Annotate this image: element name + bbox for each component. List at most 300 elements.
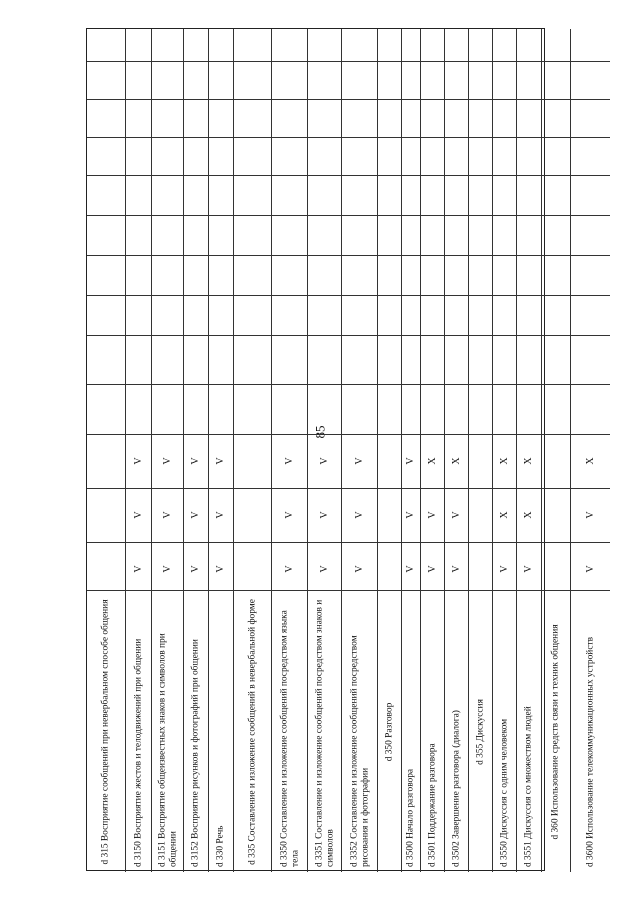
row-label-cell bbox=[152, 590, 183, 872]
grid-line bbox=[378, 295, 401, 296]
mark-symbol: V bbox=[132, 564, 144, 573]
mark-cell bbox=[308, 488, 341, 540]
mark-symbol: V bbox=[283, 564, 295, 573]
grid-line bbox=[493, 255, 516, 256]
row-label-cell bbox=[272, 590, 307, 872]
grid-line bbox=[571, 255, 610, 256]
grid-line bbox=[402, 295, 420, 296]
grid-line bbox=[378, 137, 401, 138]
grid-line bbox=[87, 255, 125, 256]
grid-line bbox=[542, 215, 570, 216]
mark-cell bbox=[342, 488, 377, 540]
mark-symbol: V bbox=[132, 456, 144, 465]
grid-line bbox=[445, 295, 468, 296]
mark-cell bbox=[493, 542, 516, 594]
mark-cell bbox=[571, 434, 610, 486]
row-label: d 3352 Составление и изложение сообщений посредством рисования и фотографии bbox=[348, 634, 370, 867]
grid-line bbox=[378, 99, 401, 100]
mark-cell bbox=[272, 488, 307, 540]
grid-line bbox=[87, 295, 125, 296]
grid-line bbox=[272, 137, 307, 138]
mark-symbol: V bbox=[283, 510, 295, 519]
grid-line bbox=[542, 137, 570, 138]
grid-line bbox=[308, 61, 341, 62]
row-label-cell bbox=[87, 590, 125, 872]
grid-line bbox=[272, 335, 307, 336]
grid-line bbox=[517, 137, 541, 138]
mark-cell bbox=[542, 542, 570, 594]
grid-line bbox=[342, 99, 377, 100]
grid-line bbox=[469, 137, 492, 138]
table-row bbox=[126, 29, 152, 872]
row-label: d 3350 Составление и изложение сообщений посредством языка тела bbox=[278, 609, 300, 867]
grid-line bbox=[184, 295, 208, 296]
grid-line bbox=[445, 255, 468, 256]
mark-cell bbox=[378, 488, 401, 540]
grid-line bbox=[87, 61, 125, 62]
mark-cell bbox=[342, 542, 377, 594]
table-row bbox=[421, 29, 445, 872]
grid-line bbox=[493, 61, 516, 62]
row-label-cell bbox=[342, 590, 377, 872]
row-label: d 315 Восприятие сообщений при невербальном способе общения bbox=[100, 598, 111, 865]
mark-cell bbox=[308, 542, 341, 594]
grid-line bbox=[493, 384, 516, 385]
row-label-cell bbox=[378, 590, 401, 872]
mark-cell bbox=[571, 542, 610, 594]
row-label: d 335 Составление и изложение сообщений в невербальной форме bbox=[247, 598, 258, 865]
grid-line bbox=[342, 255, 377, 256]
mark-cell bbox=[152, 434, 183, 486]
mark-cell bbox=[469, 434, 492, 486]
grid-line bbox=[126, 255, 151, 256]
mark-symbol: X bbox=[498, 510, 510, 519]
mark-cell bbox=[272, 434, 307, 486]
row-label-cell bbox=[209, 590, 233, 872]
mark-cell bbox=[517, 542, 541, 594]
row-label: d 3151 Восприятие общеизвестных знаков и символов при общении bbox=[156, 632, 178, 867]
mark-cell bbox=[469, 488, 492, 540]
grid-line bbox=[469, 335, 492, 336]
grid-line bbox=[308, 295, 341, 296]
mark-symbol: V bbox=[283, 456, 295, 465]
grid-line bbox=[469, 215, 492, 216]
grid-line bbox=[469, 384, 492, 385]
table-row bbox=[152, 29, 184, 872]
grid-line bbox=[445, 215, 468, 216]
grid-line bbox=[209, 215, 233, 216]
grid-line bbox=[378, 384, 401, 385]
grid-line bbox=[126, 335, 151, 336]
grid-line bbox=[308, 99, 341, 100]
grid-line bbox=[308, 384, 341, 385]
assessment-table bbox=[86, 28, 596, 871]
grid-line bbox=[184, 335, 208, 336]
grid-line bbox=[152, 295, 183, 296]
grid-line bbox=[272, 99, 307, 100]
grid-line bbox=[421, 137, 444, 138]
grid-line bbox=[378, 255, 401, 256]
grid-line bbox=[469, 295, 492, 296]
grid-line bbox=[234, 175, 271, 176]
mark-cell bbox=[234, 542, 271, 594]
mark-cell bbox=[87, 488, 125, 540]
grid-line bbox=[493, 215, 516, 216]
table-row bbox=[571, 29, 610, 872]
mark-symbol: V bbox=[318, 456, 330, 465]
table-section-row bbox=[234, 29, 272, 872]
mark-symbol: V bbox=[405, 510, 416, 519]
table-section-row bbox=[469, 29, 493, 872]
grid-line bbox=[87, 384, 125, 385]
grid-line bbox=[234, 295, 271, 296]
mark-cell bbox=[308, 434, 341, 486]
grid-line bbox=[571, 384, 610, 385]
mark-cell bbox=[184, 488, 208, 540]
mark-symbol: V bbox=[318, 564, 330, 573]
row-label-cell bbox=[445, 590, 468, 872]
grid-line bbox=[542, 384, 570, 385]
mark-cell bbox=[184, 542, 208, 594]
grid-line bbox=[571, 295, 610, 296]
grid-line bbox=[402, 255, 420, 256]
grid-line bbox=[517, 295, 541, 296]
mark-cell bbox=[378, 434, 401, 486]
row-label: d 360 Использование средств связи и техник общения bbox=[550, 623, 561, 840]
table-section-row bbox=[542, 29, 571, 872]
row-label: d 3150 Восприятие жестов и телодвижений при общении bbox=[133, 638, 144, 867]
grid-line bbox=[542, 61, 570, 62]
row-label-cell bbox=[517, 590, 541, 872]
mark-symbol: V bbox=[353, 456, 365, 465]
row-label: d 3152 Восприятие рисунков и фотографий при общении bbox=[190, 638, 201, 867]
grid-line bbox=[421, 295, 444, 296]
grid-line bbox=[184, 137, 208, 138]
grid-line bbox=[378, 175, 401, 176]
mark-symbol: V bbox=[405, 456, 416, 465]
grid-line bbox=[517, 335, 541, 336]
grid-line bbox=[184, 255, 208, 256]
mark-cell bbox=[542, 434, 570, 486]
mark-cell bbox=[421, 488, 444, 540]
grid-line bbox=[152, 335, 183, 336]
mark-symbol: X bbox=[584, 456, 596, 465]
row-label-cell bbox=[126, 590, 151, 872]
mark-cell bbox=[152, 542, 183, 594]
grid-line bbox=[209, 335, 233, 336]
grid-line bbox=[402, 137, 420, 138]
mark-symbol: V bbox=[523, 564, 534, 573]
grid-line bbox=[571, 335, 610, 336]
grid-line bbox=[87, 175, 125, 176]
mark-cell bbox=[469, 542, 492, 594]
grid-line bbox=[209, 99, 233, 100]
grid-line bbox=[542, 335, 570, 336]
grid-line bbox=[272, 255, 307, 256]
mark-symbol: V bbox=[215, 510, 226, 519]
grid-line bbox=[421, 175, 444, 176]
grid-line bbox=[209, 137, 233, 138]
grid-line bbox=[209, 61, 233, 62]
row-label-cell bbox=[402, 590, 420, 872]
mark-cell bbox=[209, 542, 233, 594]
grid-line bbox=[571, 175, 610, 176]
grid-line bbox=[517, 99, 541, 100]
grid-line bbox=[493, 99, 516, 100]
mark-symbol: V bbox=[353, 510, 365, 519]
grid-line bbox=[517, 215, 541, 216]
table-row bbox=[184, 29, 209, 872]
mark-cell bbox=[87, 434, 125, 486]
grid-line bbox=[152, 255, 183, 256]
mark-symbol: V bbox=[584, 510, 596, 519]
grid-line bbox=[469, 255, 492, 256]
table-row bbox=[342, 29, 378, 872]
mark-symbol: X bbox=[426, 456, 438, 465]
grid-line bbox=[342, 335, 377, 336]
row-label: d 330 Речь bbox=[215, 825, 226, 867]
grid-line bbox=[445, 384, 468, 385]
grid-line bbox=[542, 175, 570, 176]
mark-cell bbox=[517, 434, 541, 486]
grid-line bbox=[402, 384, 420, 385]
grid-line bbox=[234, 384, 271, 385]
grid-line bbox=[126, 175, 151, 176]
mark-cell bbox=[542, 488, 570, 540]
row-label: d 3600 Использование телекоммуникационных устройств bbox=[585, 636, 596, 867]
grid-line bbox=[421, 61, 444, 62]
grid-line bbox=[126, 384, 151, 385]
grid-line bbox=[184, 61, 208, 62]
mark-cell bbox=[234, 434, 271, 486]
grid-line bbox=[445, 99, 468, 100]
grid-line bbox=[126, 215, 151, 216]
mark-cell bbox=[126, 434, 151, 486]
grid-line bbox=[272, 175, 307, 176]
grid-line bbox=[87, 335, 125, 336]
mark-symbol: V bbox=[132, 510, 144, 519]
grid-line bbox=[342, 175, 377, 176]
page-number: 85 bbox=[312, 425, 327, 439]
grid-line bbox=[445, 61, 468, 62]
grid-line bbox=[272, 61, 307, 62]
grid-line bbox=[571, 215, 610, 216]
mark-symbol: X bbox=[450, 456, 462, 465]
row-label: d 355 Дискуссия bbox=[475, 698, 486, 765]
row-label-cell bbox=[571, 590, 610, 872]
mark-cell bbox=[209, 488, 233, 540]
grid-line bbox=[402, 175, 420, 176]
table-row bbox=[445, 29, 469, 872]
table-row bbox=[272, 29, 308, 872]
table-row bbox=[517, 29, 542, 872]
grid-line bbox=[184, 384, 208, 385]
grid-line bbox=[571, 61, 610, 62]
row-label: d 3351 Составление и изложение сообщений посредством знаков и символов bbox=[313, 599, 335, 867]
mark-cell bbox=[126, 488, 151, 540]
grid-line bbox=[469, 175, 492, 176]
grid-line bbox=[184, 175, 208, 176]
mark-cell bbox=[402, 434, 420, 486]
mark-cell bbox=[493, 488, 516, 540]
grid-line bbox=[209, 175, 233, 176]
grid-line bbox=[421, 255, 444, 256]
grid-line bbox=[126, 99, 151, 100]
mark-symbol: V bbox=[584, 564, 596, 573]
grid-line bbox=[184, 99, 208, 100]
grid-line bbox=[402, 335, 420, 336]
grid-line bbox=[342, 61, 377, 62]
grid-line bbox=[152, 215, 183, 216]
grid-line bbox=[402, 99, 420, 100]
grid-line bbox=[209, 295, 233, 296]
mark-cell bbox=[209, 434, 233, 486]
table-row bbox=[209, 29, 234, 872]
grid-line bbox=[493, 137, 516, 138]
grid-line bbox=[272, 215, 307, 216]
mark-cell bbox=[87, 542, 125, 594]
row-label: d 3550 Дискуссия с одним человеком bbox=[499, 718, 510, 867]
row-label: d 3501 Поддержание разговора bbox=[427, 742, 438, 867]
mark-symbol: X bbox=[523, 456, 534, 465]
table-row bbox=[308, 29, 342, 872]
grid-line bbox=[184, 215, 208, 216]
grid-line bbox=[542, 255, 570, 256]
grid-line bbox=[378, 335, 401, 336]
grid-line bbox=[493, 175, 516, 176]
mark-cell bbox=[445, 488, 468, 540]
mark-cell bbox=[126, 542, 151, 594]
mark-symbol: V bbox=[190, 456, 201, 465]
table-section-row bbox=[378, 29, 402, 872]
row-label: d 3500 Начало разговора bbox=[405, 768, 416, 867]
grid-line bbox=[378, 215, 401, 216]
grid-line bbox=[234, 137, 271, 138]
grid-line bbox=[342, 137, 377, 138]
grid-line bbox=[308, 175, 341, 176]
grid-line bbox=[342, 384, 377, 385]
grid-line bbox=[87, 99, 125, 100]
grid-line bbox=[493, 295, 516, 296]
grid-line bbox=[126, 61, 151, 62]
grid-line bbox=[402, 61, 420, 62]
mark-cell bbox=[571, 488, 610, 540]
mark-cell bbox=[342, 434, 377, 486]
grid-line bbox=[308, 137, 341, 138]
grid-line bbox=[517, 255, 541, 256]
mark-symbol: V bbox=[190, 564, 201, 573]
grid-line bbox=[493, 335, 516, 336]
grid-line bbox=[517, 61, 541, 62]
row-label-cell bbox=[542, 590, 570, 872]
mark-cell bbox=[402, 488, 420, 540]
grid-line bbox=[342, 295, 377, 296]
grid-line bbox=[445, 175, 468, 176]
grid-line bbox=[421, 335, 444, 336]
table-row bbox=[493, 29, 517, 872]
mark-symbol: V bbox=[353, 564, 365, 573]
grid-line bbox=[152, 99, 183, 100]
grid-line bbox=[402, 215, 420, 216]
row-label-cell bbox=[234, 590, 271, 872]
grid-line bbox=[234, 61, 271, 62]
mark-symbol: V bbox=[190, 510, 201, 519]
grid-line bbox=[152, 175, 183, 176]
row-label-cell bbox=[308, 590, 341, 872]
mark-symbol: X bbox=[523, 510, 534, 519]
row-label-cell bbox=[469, 590, 492, 872]
grid-line bbox=[542, 99, 570, 100]
mark-symbol: V bbox=[161, 510, 173, 519]
grid-line bbox=[234, 99, 271, 100]
mark-symbol: X bbox=[498, 456, 510, 465]
grid-line bbox=[209, 255, 233, 256]
mark-cell bbox=[421, 434, 444, 486]
mark-symbol: V bbox=[450, 564, 462, 573]
mark-cell bbox=[402, 542, 420, 594]
mark-symbol: V bbox=[426, 564, 438, 573]
grid-line bbox=[421, 215, 444, 216]
row-label: d 350 Разговор bbox=[384, 702, 395, 761]
mark-cell bbox=[517, 488, 541, 540]
table-row bbox=[402, 29, 421, 872]
grid-line bbox=[517, 175, 541, 176]
mark-cell bbox=[234, 488, 271, 540]
grid-line bbox=[469, 99, 492, 100]
grid-line bbox=[571, 137, 610, 138]
row-label-cell bbox=[493, 590, 516, 872]
row-label: d 3502 Завершение разговора (диалога) bbox=[451, 709, 462, 867]
row-label-cell bbox=[184, 590, 208, 872]
grid-line bbox=[126, 137, 151, 138]
grid-line bbox=[272, 384, 307, 385]
mark-symbol: V bbox=[161, 456, 173, 465]
grid-line bbox=[445, 335, 468, 336]
mark-cell bbox=[445, 434, 468, 486]
grid-line bbox=[469, 61, 492, 62]
mark-cell bbox=[272, 542, 307, 594]
grid-line bbox=[234, 255, 271, 256]
mark-cell bbox=[378, 542, 401, 594]
grid-line bbox=[308, 335, 341, 336]
mark-cell bbox=[421, 542, 444, 594]
grid-line bbox=[342, 215, 377, 216]
mark-symbol: V bbox=[215, 456, 226, 465]
grid-line bbox=[308, 255, 341, 256]
grid-line bbox=[542, 295, 570, 296]
grid-line bbox=[308, 215, 341, 216]
mark-symbol: V bbox=[161, 564, 173, 573]
mark-symbol: V bbox=[450, 510, 462, 519]
mark-symbol: V bbox=[426, 510, 438, 519]
grid-line bbox=[209, 384, 233, 385]
mark-symbol: V bbox=[498, 564, 510, 573]
grid-line bbox=[152, 137, 183, 138]
mark-symbol: V bbox=[318, 510, 330, 519]
grid-line bbox=[571, 99, 610, 100]
grid-line bbox=[234, 335, 271, 336]
grid-line bbox=[87, 137, 125, 138]
mark-cell bbox=[493, 434, 516, 486]
row-label-cell bbox=[421, 590, 444, 872]
mark-cell bbox=[152, 488, 183, 540]
grid-line bbox=[152, 61, 183, 62]
grid-line bbox=[421, 384, 444, 385]
table-section-row bbox=[87, 29, 126, 872]
grid-line bbox=[445, 137, 468, 138]
grid-line bbox=[272, 295, 307, 296]
grid-line bbox=[87, 215, 125, 216]
